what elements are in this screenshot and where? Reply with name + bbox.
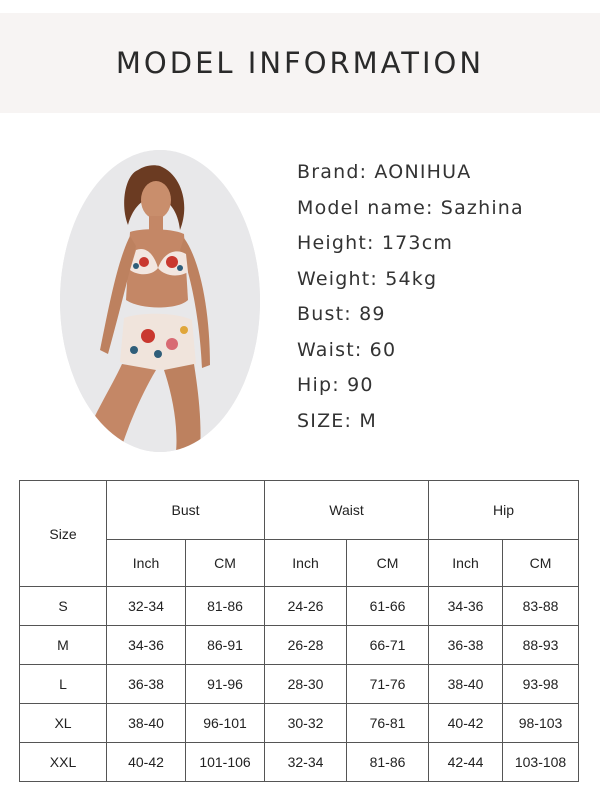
model-name-line: Model name: Sazhina [297, 196, 524, 219]
table-cell: 36-38 [107, 665, 186, 704]
table-cell: 71-76 [347, 665, 429, 704]
bust-group-header: Bust [107, 481, 265, 540]
table-cell: 93-98 [503, 665, 579, 704]
brand-line: Brand: AONIHUA [297, 161, 472, 183]
size-label-cell: L [20, 665, 107, 704]
table-cell: 42-44 [429, 743, 503, 782]
model-info-list [297, 158, 524, 442]
size-label-cell: XL [20, 704, 107, 743]
waist-line: Waist: 60 [297, 338, 397, 361]
weight-line: Weight: 54kg [297, 267, 438, 290]
size-column-header: Size [20, 481, 107, 587]
table-row [20, 587, 579, 626]
table-cell: 81-86 [347, 743, 429, 782]
table-cell: 30-32 [265, 704, 347, 743]
unit-header: CM [347, 540, 429, 587]
table-cell: 36-38 [429, 626, 503, 665]
table-cell: 38-40 [107, 704, 186, 743]
table-cell: 61-66 [347, 587, 429, 626]
size-line: SIZE: M [297, 409, 377, 432]
model-photo [60, 150, 260, 452]
unit-header: CM [503, 540, 579, 587]
table-cell: 38-40 [429, 665, 503, 704]
page-title: MODEL INFORMATION [115, 46, 485, 80]
size-label-cell: S [20, 587, 107, 626]
table-cell: 96-101 [186, 704, 265, 743]
table-row [20, 665, 579, 704]
size-label-cell: XXL [20, 743, 107, 782]
unit-header: Inch [265, 540, 347, 587]
height-line: Height: 173cm [297, 232, 454, 254]
bust-line: Bust: 89 [297, 303, 386, 325]
table-cell: 81-86 [186, 587, 265, 626]
hip-line: Hip: 90 [297, 374, 374, 396]
table-cell: 86-91 [186, 626, 265, 665]
table-cell: 76-81 [347, 704, 429, 743]
table-cell: 103-108 [503, 743, 579, 782]
table-cell: 24-26 [265, 587, 347, 626]
table-cell: 32-34 [107, 587, 186, 626]
table-cell: 28-30 [265, 665, 347, 704]
size-label-cell: M [20, 626, 107, 665]
header-band [0, 13, 600, 113]
table-cell: 34-36 [429, 587, 503, 626]
size-chart-table [19, 480, 579, 782]
table-header-row [20, 481, 579, 540]
hip-group-header: Hip [429, 481, 579, 540]
table-row [20, 704, 579, 743]
table-cell: 91-96 [186, 665, 265, 704]
waist-group-header: Waist [265, 481, 429, 540]
unit-header: Inch [107, 540, 186, 587]
table-cell: 66-71 [347, 626, 429, 665]
table-row [20, 743, 579, 782]
unit-header: CM [186, 540, 265, 587]
table-cell: 26-28 [265, 626, 347, 665]
table-cell: 40-42 [107, 743, 186, 782]
table-cell: 40-42 [429, 704, 503, 743]
table-row [20, 626, 579, 665]
table-cell: 34-36 [107, 626, 186, 665]
table-cell: 32-34 [265, 743, 347, 782]
table-cell: 101-106 [186, 743, 265, 782]
model-photo-illustration [60, 150, 260, 452]
unit-header: Inch [429, 540, 503, 587]
table-cell: 98-103 [503, 704, 579, 743]
table-cell: 88-93 [503, 626, 579, 665]
table-cell: 83-88 [503, 587, 579, 626]
